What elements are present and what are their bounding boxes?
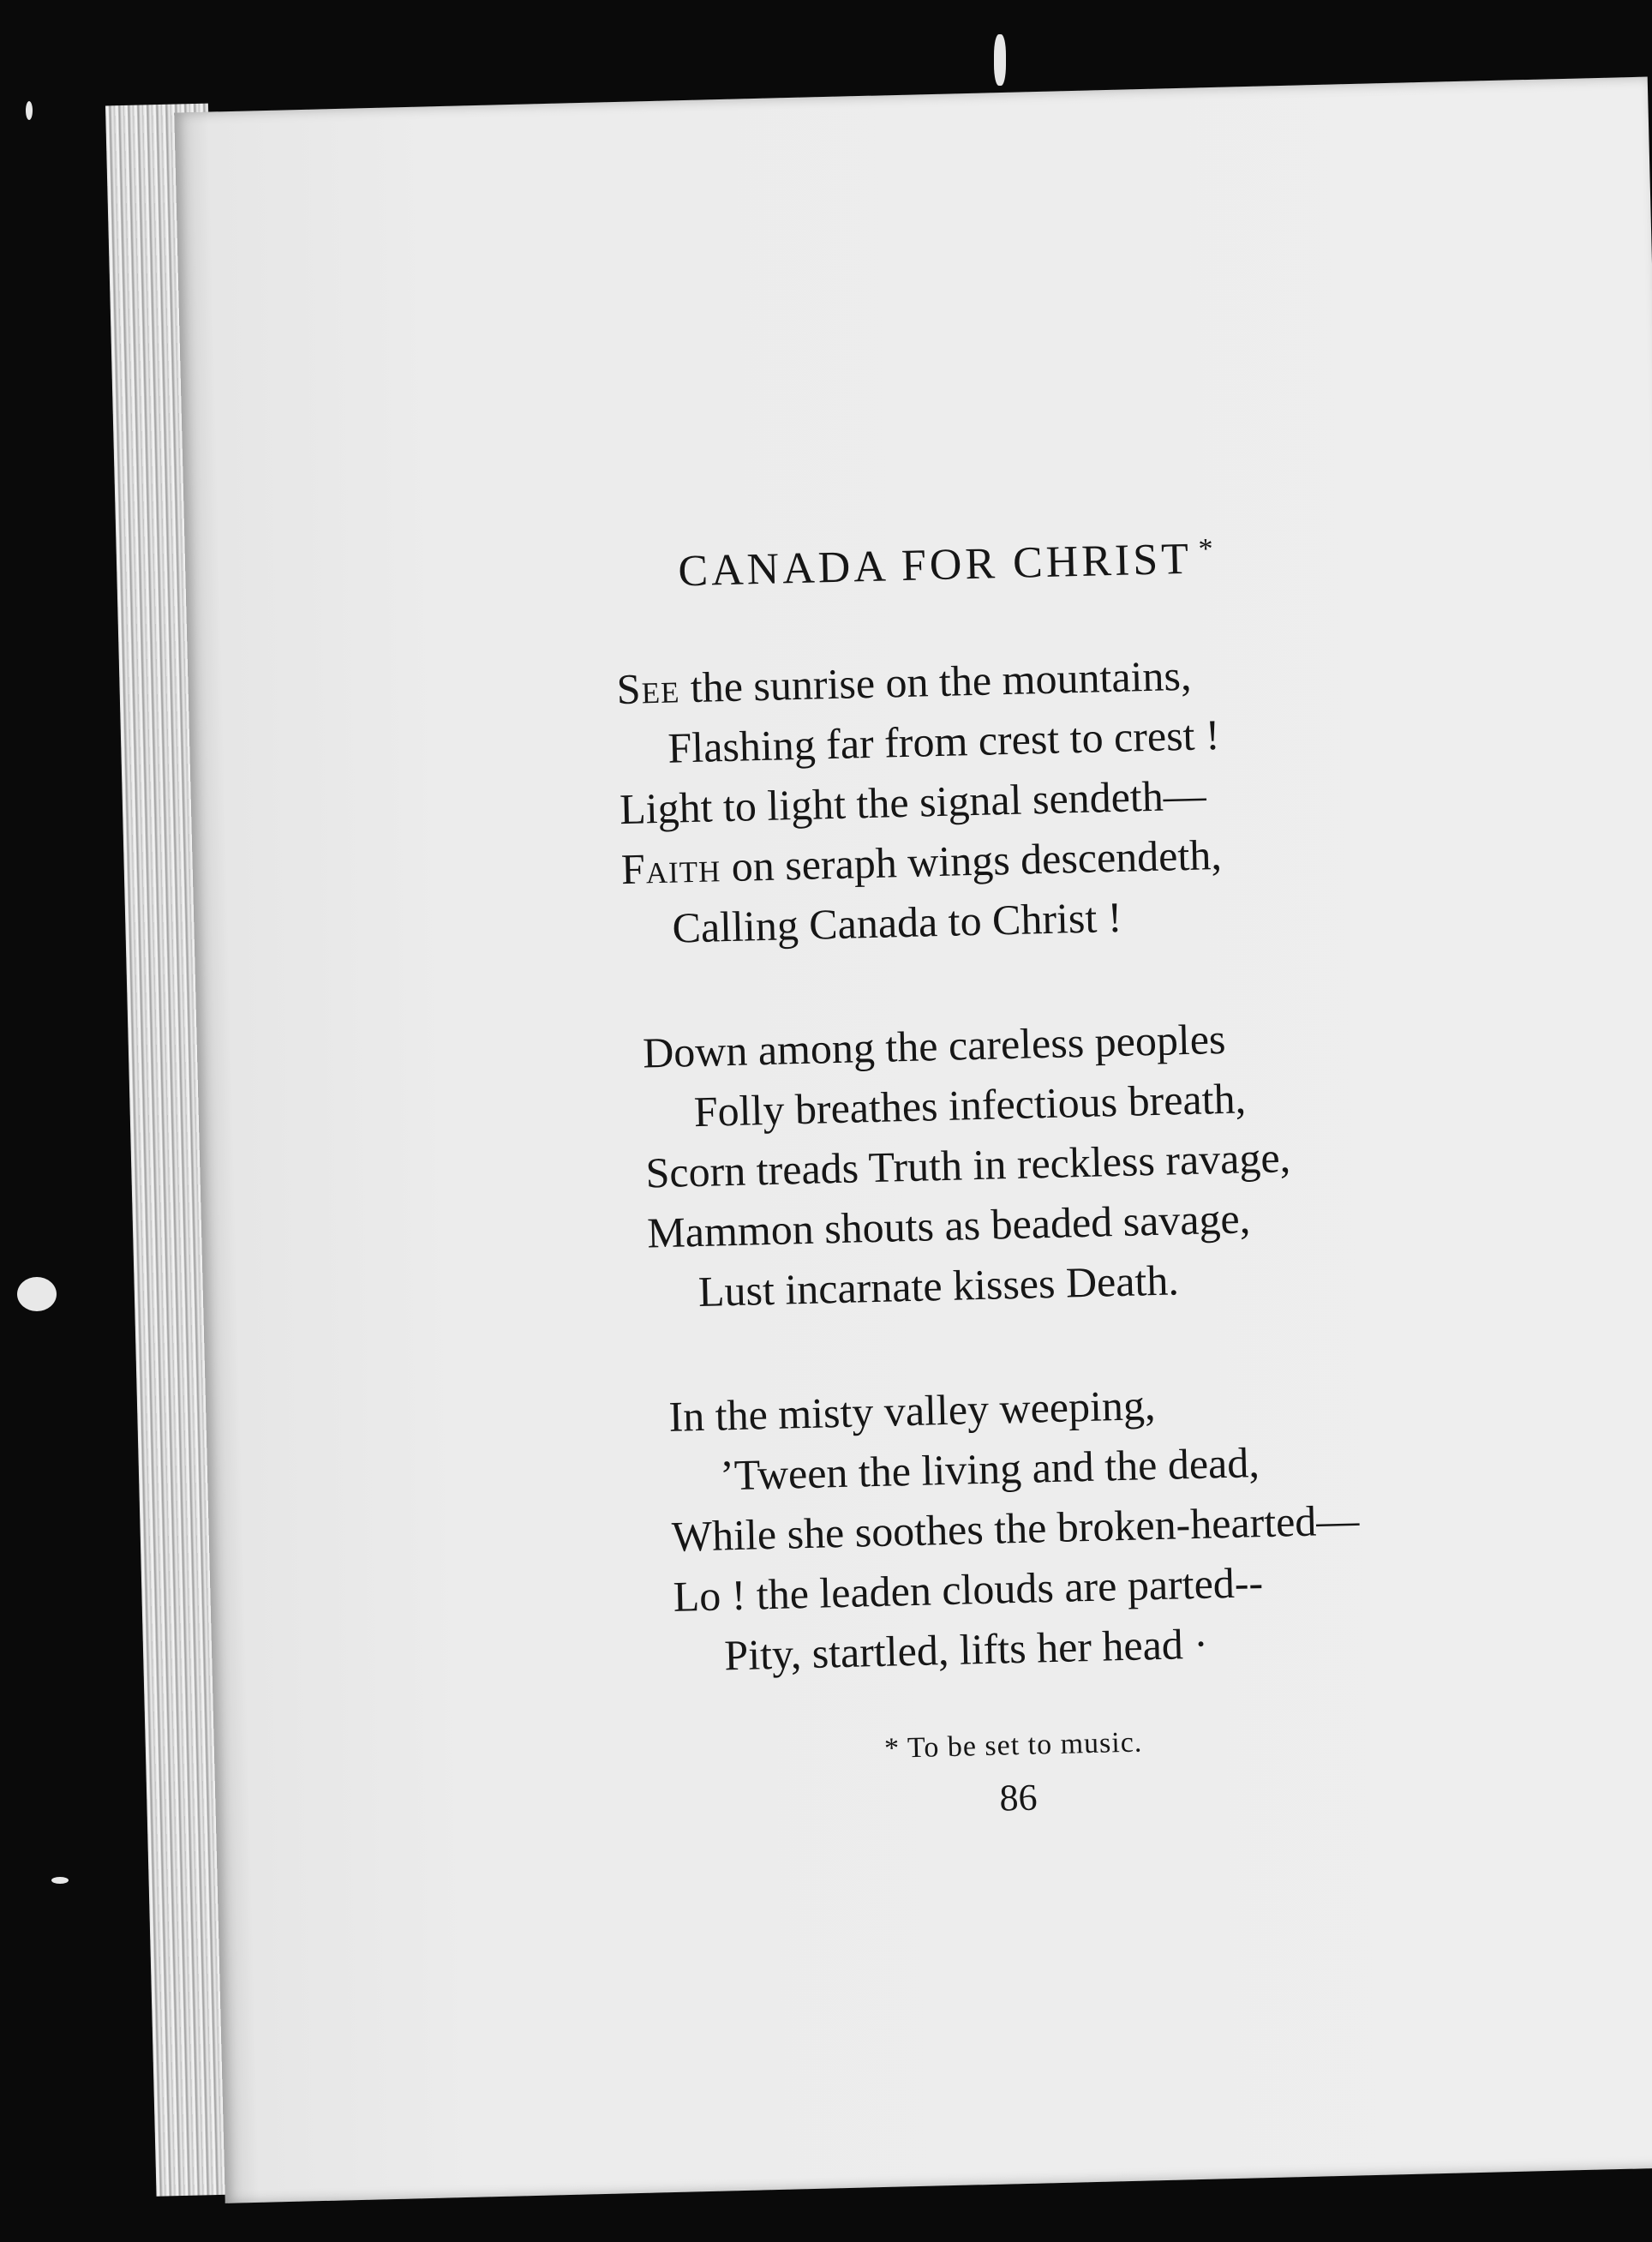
line-text: Calling Canada to Christ ! [671, 892, 1123, 952]
line-text: Scorn treads Truth in reckless ravage, [644, 1133, 1291, 1197]
line-text: Down among the careless peoples [642, 1014, 1226, 1077]
line-text: Flashing far from crest to crest ! [667, 710, 1221, 772]
small-caps-lead: See [616, 663, 681, 714]
line-text: Folly breathes infectious breath, [693, 1074, 1247, 1136]
line-text: In the misty valley weeping, [667, 1381, 1156, 1441]
footnote-marker: * [1198, 532, 1218, 566]
page-number: 86 [998, 1776, 1038, 1819]
poem-title [678, 533, 1218, 596]
small-caps-lead: Faith [620, 842, 721, 894]
line-text: the sunrise on the mountains, [679, 650, 1192, 712]
book-page [174, 77, 1652, 2203]
stanza-3 [668, 1370, 1363, 1687]
line-text: ’Tween the living and the dead, [719, 1438, 1260, 1500]
stanza-1 [616, 644, 1225, 959]
line-text: Mammon shouts as beaded savage, [646, 1194, 1251, 1257]
line-text: Light to light the signal sendeth— [619, 770, 1207, 834]
line-text: While she soothes the broken-hearted— [671, 1496, 1360, 1561]
page-content [174, 77, 1652, 2203]
stanza-2 [642, 1007, 1294, 1322]
poem-title-text: CANADA FOR CHRIST [677, 534, 1193, 596]
line-text: Lust incarnate kisses Death. [697, 1256, 1180, 1316]
line-text: Pity, startled, lifts her head · [723, 1619, 1209, 1680]
line-text: Lo ! the leaden clouds are parted-- [672, 1558, 1264, 1621]
line-text: on seraph wings descendeth, [720, 830, 1223, 891]
footnote: * To be set to music. [883, 1726, 1143, 1765]
